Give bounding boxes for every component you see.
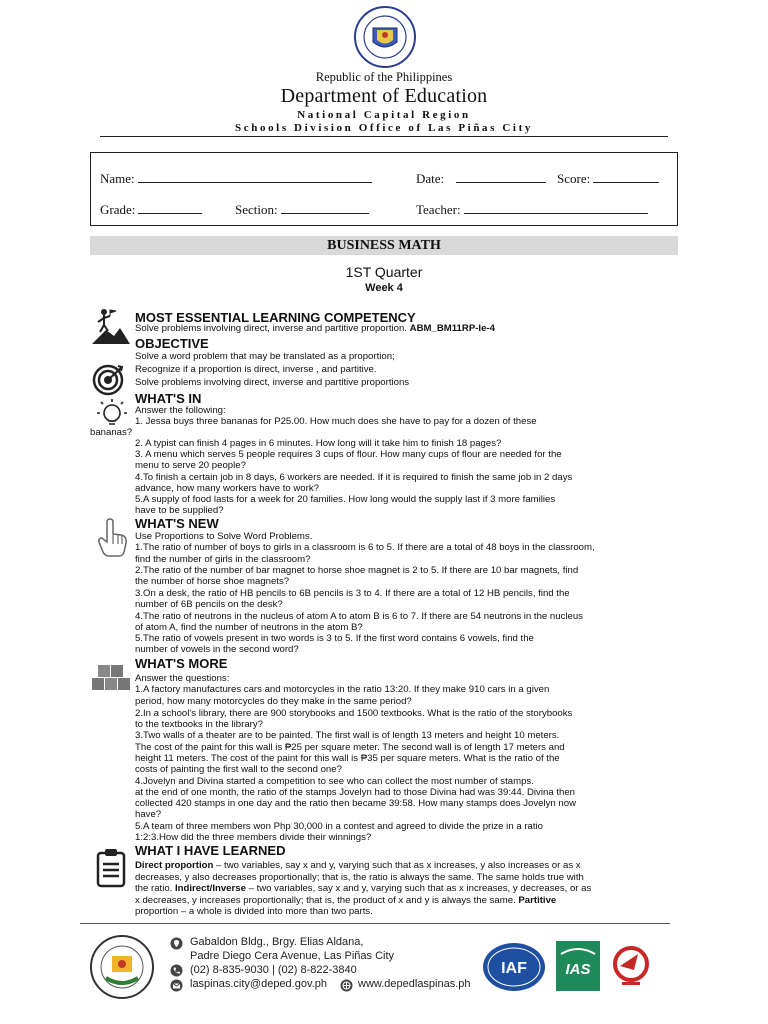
whats-new-line: 2.The ratio of the number of bar magnet to horse shoe magnet is 2 to 5. If there are 10 bar magnets, find	[135, 565, 579, 576]
whats-in-line: menu to serve 20 people?	[135, 460, 246, 471]
score-blank[interactable]	[593, 171, 659, 183]
location-pin-icon	[170, 937, 183, 950]
whats-in-line: bananas?	[90, 427, 133, 438]
date-blank[interactable]	[456, 171, 546, 183]
objective-line: Solve problems involving direct, inverse and partitive proportions	[135, 377, 410, 388]
direct-proportion-term: Direct proportion	[135, 860, 214, 871]
whats-in-line: 1. Jessa buys three bananas for P25.00. How much does she have to pay for a dozen of these	[135, 416, 537, 427]
globe-icon	[340, 979, 353, 992]
objective-title: OBJECTIVE	[135, 336, 209, 351]
whats-more-line: Answer the questions:	[135, 673, 230, 684]
footer-email[interactable]: laspinas.city@deped.gov.ph	[190, 978, 327, 990]
competency-title: MOST ESSENTIAL LEARNING COMPETENCY	[135, 310, 416, 325]
learned-line: proportion – a whole is divided into more than two parts.	[135, 906, 373, 917]
iso-certification-logo	[608, 944, 654, 988]
whats-in-title: WHAT'S IN	[135, 391, 202, 406]
whats-more-line: The cost of the paint for this wall is ₱25 per square meter. The second wall is of length 17 meters and	[135, 742, 565, 753]
iaf-logo-text: IAF	[501, 960, 527, 977]
learned-line	[135, 895, 556, 906]
week-heading: Week 4	[365, 282, 403, 294]
whats-new-line: number of vowels in the second word?	[135, 644, 299, 655]
subject-title: BUSINESS MATH	[90, 236, 678, 255]
whats-more-line: 4.Jovelyn and Divina started a competition to see who can collect the most number of stamps.	[135, 776, 534, 787]
quarter-heading: 1ST Quarter	[345, 264, 423, 280]
name-label: Name:	[100, 171, 135, 186]
region-heading: National Capital Region	[297, 109, 471, 121]
stacked-blocks-icon	[90, 660, 132, 692]
whats-more-line: collected 420 stamps in one day and the ratio then became 39:58. How many stamps does Jovelyn now	[135, 798, 577, 809]
pointing-hand-icon	[95, 518, 131, 558]
teacher-field[interactable]	[416, 202, 648, 218]
division-seal-logo	[88, 934, 156, 1000]
learned-text: – two variables, say x and y, varying such that as x increases, y also increases or as x	[213, 860, 581, 871]
whats-in-line: have to be supplied?	[135, 505, 224, 516]
section-blank[interactable]	[281, 202, 369, 214]
ias-accreditation-logo	[555, 940, 601, 992]
whats-new-line: the number of horse shoe magnets?	[135, 576, 290, 587]
whats-new-line: 5.The ratio of vowels present in two words is 3 to 5. If the first word contains 6 vowels, find the	[135, 633, 534, 644]
mountain-climber-icon	[90, 308, 132, 346]
learned-line	[135, 883, 591, 894]
whats-more-line: costs of painting the first wall to the second one?	[135, 764, 342, 775]
header-divider	[100, 136, 668, 137]
objective-line: Solve a word problem that may be translated as a proportion;	[135, 351, 395, 362]
whats-more-title: WHAT'S MORE	[135, 656, 228, 671]
objective-line: Recognize if a proportion is direct, inverse , and partitive.	[135, 364, 377, 375]
section-label: Section:	[235, 202, 278, 217]
whats-in-line: 2. A typist can finish 4 pages in 6 minutes. How long will it take him to finish 18 pages?	[135, 438, 502, 449]
whats-more-line: 5.A team of three members won Php 30,000 in a contest and agreed to divide the prize in a ratio	[135, 821, 543, 832]
footer-address-line2: Padre Diego Cera Avenue, Las Piñas City	[190, 950, 395, 962]
teacher-blank[interactable]	[464, 202, 648, 214]
email-icon	[170, 979, 183, 992]
learned-text: – two variables, say x and y, varying such that as x increases, y decreases, or as	[245, 883, 592, 894]
footer-address-line1: Gabaldon Bldg., Brgy. Elias Aldana,	[190, 936, 364, 948]
competency-description: Solve problems involving direct, inverse and partitive proportion.	[135, 323, 407, 334]
name-field[interactable]	[100, 171, 372, 187]
whats-more-line: have?	[135, 809, 162, 820]
whats-in-line: 3. A menu which serves 5 people requires 3 cups of flour. How many cups of flour are needed for the	[135, 449, 562, 460]
date-label: Date:	[416, 171, 445, 186]
target-icon	[92, 364, 124, 396]
learned-text: the ratio.	[135, 883, 175, 894]
grade-label: Grade:	[100, 202, 136, 217]
competency-text	[135, 323, 495, 334]
whats-new-line: 1.The ratio of number of boys to girls in a classroom is 6 to 5. If there are a total of 48 boys in the classroom,	[135, 542, 595, 553]
footer-divider	[80, 923, 670, 924]
learned-text: x decreases, y increases proportionally; that is, the product of x and y is always the same.	[135, 895, 519, 906]
whats-new-title: WHAT'S NEW	[135, 516, 219, 531]
footer-phone: (02) 8-835-9030 | (02) 8-822-3840	[190, 964, 357, 976]
whats-more-line: to the textbooks in the library?	[135, 719, 263, 730]
iaf-accreditation-logo	[482, 942, 546, 992]
division-heading: Schools Division Office of Las Piñas City	[235, 122, 533, 134]
whats-new-line: 3.On a desk, the ratio of HB pencils to 6B pencils is 3 to 4. If there are a total of 12 HB pencils, find the	[135, 588, 570, 599]
ias-logo-text: IAS	[565, 961, 591, 978]
whats-more-line: height 11 meters. The cost of the paint for this wall is ₱35 per square meters. What is the ratio of the	[135, 753, 560, 764]
score-field[interactable]	[557, 171, 659, 187]
whats-new-line: find the number of girls in the classroom?	[135, 554, 311, 565]
whats-more-line: 1.A factory manufactures cars and motorcycles in the ratio 13:20. If they make 910 cars in a given	[135, 684, 550, 695]
clipboard-icon	[95, 848, 127, 888]
section-field[interactable]	[235, 202, 369, 218]
republic-heading: Republic of the Philippines	[315, 70, 453, 84]
name-blank[interactable]	[138, 171, 372, 183]
whats-in-line: 4.To finish a certain job in 8 days, 6 workers are needed. If it is required to finish the same job in 2 days	[135, 472, 573, 483]
whats-more-line: 3.Two walls of a theater are to be painted. The first wall is of length 13 meters and height 10 meters.	[135, 730, 560, 741]
learned-line	[135, 860, 581, 871]
whats-in-line: Answer the following:	[135, 405, 226, 416]
student-info-box	[90, 152, 678, 226]
grade-field[interactable]	[100, 202, 202, 218]
partitive-term: Partitive	[518, 895, 557, 906]
deped-seal-logo	[343, 6, 427, 68]
whats-new-line: Use Proportions to Solve Word Problems.	[135, 531, 313, 542]
score-label: Score:	[557, 171, 591, 186]
whats-new-line: number of 6B pencils on the desk?	[135, 599, 283, 610]
whats-new-line: of atom A, find the number of neutrons in the atom B?	[135, 622, 363, 633]
whats-more-line: 1:2:3.How did the three members divide their winnings?	[135, 832, 372, 843]
whats-in-line: 5.A supply of food lasts for a week for 20 families. How long would the supply last if 3 more families	[135, 494, 556, 505]
learned-line: decreases, y also decreases proportionally; that is, the ratio is always the same. The same holds true with	[135, 872, 584, 883]
whats-more-line: 2.In a school's library, there are 900 storybooks and 1500 textbooks. What is the ratio of the storybooks	[135, 708, 573, 719]
teacher-label: Teacher:	[416, 202, 461, 217]
learned-title: WHAT I HAVE LEARNED	[135, 843, 286, 858]
grade-blank[interactable]	[138, 202, 202, 214]
inverse-proportion-term: Indirect/Inverse	[175, 883, 246, 894]
footer-website[interactable]: www.depedlaspinas.ph	[358, 978, 471, 990]
whats-more-line: at the end of one month, the ratio of the stamps Jovelyn had to those Divina had was 39:44. Divina then	[135, 787, 575, 798]
whats-in-line: advance, how many workers have to work?	[135, 483, 319, 494]
whats-new-line: 4.The ratio of neutrons in the nucleus of atom A to atom B is 6 to 7. If there are 54 neutrons in the nucleus	[135, 611, 583, 622]
phone-icon	[170, 964, 183, 977]
date-field[interactable]	[416, 171, 546, 187]
whats-more-line: period, how many motorcycles do they make in the same period?	[135, 696, 412, 707]
department-heading: Department of Education	[280, 85, 488, 107]
competency-code: ABM_BM11RP-Ie-4	[409, 323, 495, 334]
